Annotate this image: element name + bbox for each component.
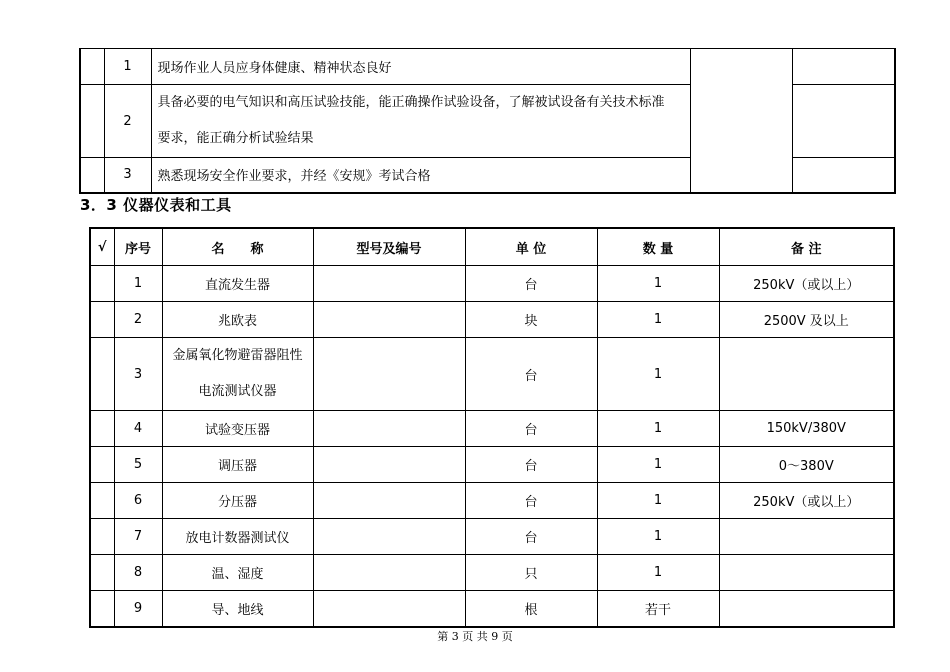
section-title: 3．3 仪器仪表和工具: [80, 196, 232, 214]
model-cell[interactable]: [313, 483, 465, 519]
table-row: [90, 483, 894, 519]
table-row: [90, 447, 894, 483]
seq-cell: 9: [114, 591, 162, 628]
qty-cell: 1: [597, 519, 719, 555]
row-number: 3: [104, 158, 151, 193]
header-check: √: [90, 228, 114, 266]
check-cell[interactable]: [80, 158, 104, 193]
name-cell: 试验变压器: [162, 411, 313, 447]
name-cell: 分压器: [162, 483, 313, 519]
table-row: [90, 266, 894, 302]
qty-cell: 1: [597, 411, 719, 447]
name-line1: 金属氧化物避雷器阻性: [172, 348, 303, 363]
requirement-text: 现场作业人员应身体健康、精神状态良好: [151, 49, 690, 85]
seq-cell: 6: [114, 483, 162, 519]
check-cell[interactable]: [90, 555, 114, 591]
model-cell[interactable]: [313, 519, 465, 555]
blank-cell: [792, 49, 895, 85]
header-unit: 单 位: [465, 228, 597, 266]
unit-cell: 只: [465, 555, 597, 591]
name-cell: 放电计数器测试仪: [162, 519, 313, 555]
seq-cell: 2: [114, 302, 162, 338]
requirement-text: [151, 85, 690, 158]
check-cell[interactable]: [90, 266, 114, 302]
name-cell: 导、地线: [162, 591, 313, 628]
note-cell: 150kV/380V: [719, 411, 894, 447]
qty-cell: 1: [597, 338, 719, 411]
unit-cell: 台: [465, 338, 597, 411]
seq-cell: 5: [114, 447, 162, 483]
seq-cell: 4: [114, 411, 162, 447]
name-cell: 兆欧表: [162, 302, 313, 338]
note-cell: [719, 338, 894, 411]
model-cell[interactable]: [313, 591, 465, 628]
header-seq: 序号: [114, 228, 162, 266]
name-cell: [162, 338, 313, 411]
note-cell: [719, 591, 894, 628]
check-cell[interactable]: [90, 411, 114, 447]
seq-cell: 8: [114, 555, 162, 591]
qty-cell: 1: [597, 483, 719, 519]
table-row: [90, 338, 894, 411]
note-cell: [719, 519, 894, 555]
table-row: [90, 519, 894, 555]
model-cell[interactable]: [313, 302, 465, 338]
model-cell[interactable]: [313, 338, 465, 411]
check-cell[interactable]: [90, 447, 114, 483]
unit-cell: 台: [465, 447, 597, 483]
instruments-table: [89, 227, 895, 628]
table-header-row: [90, 228, 894, 266]
unit-cell: 台: [465, 411, 597, 447]
requirement-text: 熟悉现场安全作业要求，并经《安规》考试合格: [151, 158, 690, 193]
seq-cell: 1: [114, 266, 162, 302]
note-cell: 250kV（或以上）: [719, 483, 894, 519]
check-cell[interactable]: [80, 49, 104, 85]
note-cell: [719, 555, 894, 591]
page-footer: 第 3 页 共 9 页: [437, 630, 513, 643]
unit-cell: 台: [465, 519, 597, 555]
header-note: 备 注: [719, 228, 894, 266]
model-cell[interactable]: [313, 266, 465, 302]
header-model: 型号及编号: [313, 228, 465, 266]
qty-cell: 1: [597, 447, 719, 483]
check-cell[interactable]: [90, 338, 114, 411]
blank-cell: [792, 158, 895, 193]
unit-cell: 块: [465, 302, 597, 338]
qty-cell: 1: [597, 302, 719, 338]
blank-cell: [792, 85, 895, 158]
table-row: [90, 411, 894, 447]
table-row: [90, 302, 894, 338]
unit-cell: 台: [465, 483, 597, 519]
unit-cell: 根: [465, 591, 597, 628]
table-row: [90, 555, 894, 591]
name-cell: 直流发生器: [162, 266, 313, 302]
check-cell[interactable]: [90, 519, 114, 555]
qty-cell: 若干: [597, 591, 719, 628]
blank-cell: [690, 49, 792, 193]
seq-cell: 3: [114, 338, 162, 411]
note-cell: 250kV（或以上）: [719, 266, 894, 302]
row-number: 2: [104, 85, 151, 158]
header-name: 名 称: [162, 228, 313, 266]
requirement-text-line2: 要求，能正确分析试验结果: [157, 131, 314, 146]
table-row: [90, 591, 894, 628]
note-cell: 0～380V: [719, 447, 894, 483]
check-cell[interactable]: [90, 302, 114, 338]
requirement-text-line1: 具备必要的电气知识和高压试验技能，能正确操作试验设备，了解被试设备有关技术标准: [157, 95, 665, 110]
qty-cell: 1: [597, 266, 719, 302]
name-cell: 温、湿度: [162, 555, 313, 591]
row-number: 1: [104, 49, 151, 85]
model-cell[interactable]: [313, 411, 465, 447]
check-cell[interactable]: [90, 483, 114, 519]
name-line2: 电流测试仪器: [198, 384, 277, 399]
unit-cell: 台: [465, 266, 597, 302]
header-qty: 数 量: [597, 228, 719, 266]
check-cell[interactable]: [90, 591, 114, 628]
requirements-table: [79, 48, 896, 194]
check-cell[interactable]: [80, 85, 104, 158]
note-cell: 2500V 及以上: [719, 302, 894, 338]
name-cell: 调压器: [162, 447, 313, 483]
table-row: [80, 49, 895, 85]
model-cell[interactable]: [313, 447, 465, 483]
seq-cell: 7: [114, 519, 162, 555]
model-cell[interactable]: [313, 555, 465, 591]
qty-cell: 1: [597, 555, 719, 591]
